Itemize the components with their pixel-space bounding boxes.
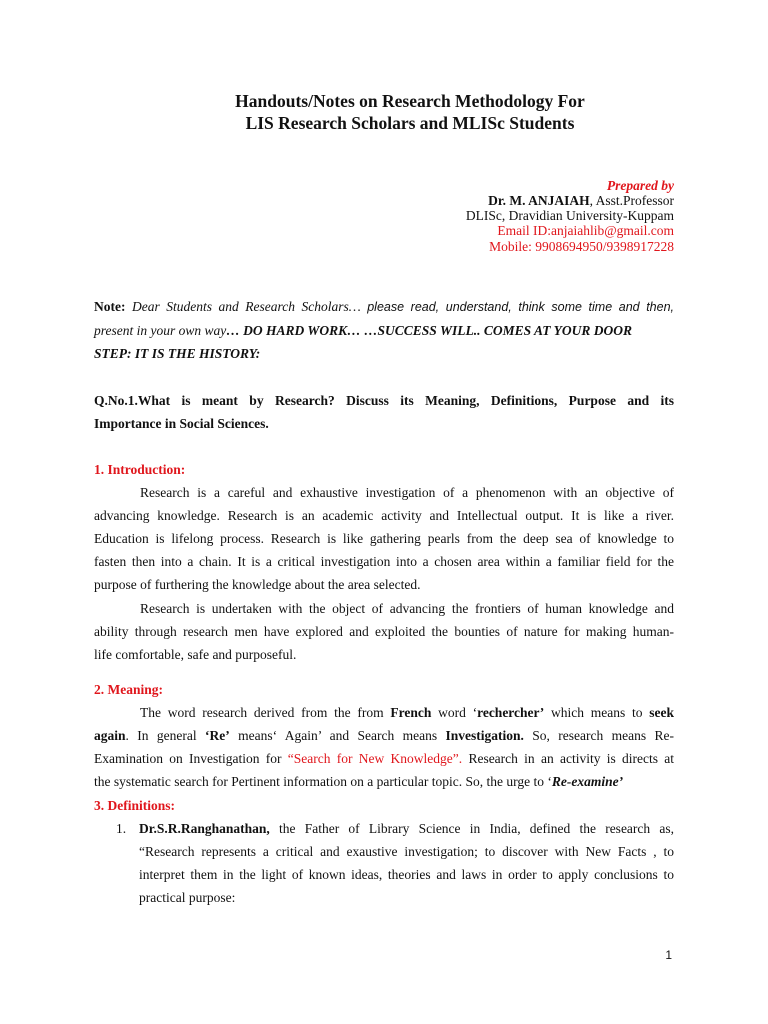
meaning-2a: again bbox=[94, 728, 126, 743]
author-name: Dr. M. ANJAIAH bbox=[488, 193, 590, 208]
document-title-line-2: LIS Research Scholars and MLISc Students bbox=[245, 113, 575, 133]
intro-p1-line-4: fasten then into a chain. It is a critical investigation into a chosen area within a familiar field for the bbox=[94, 554, 674, 569]
meaning-1e: which means to bbox=[544, 705, 650, 720]
meaning-2b: . In general bbox=[125, 728, 206, 743]
definitions-heading: 3. Definitions: bbox=[94, 798, 175, 813]
meaning-1a: The word research derived from the from bbox=[140, 705, 391, 720]
note-text-4: … DO HARD WORK… …SUCCESS WILL.. COMES AT YOUR DOOR bbox=[226, 323, 632, 338]
meaning-2d: means‘ Again’ and Search means bbox=[229, 728, 446, 743]
intro-p2-line-3: life comfortable, safe and purposeful. bbox=[94, 647, 297, 662]
prepared-by-label: Prepared by bbox=[606, 178, 674, 193]
meaning-heading: 2. Meaning: bbox=[94, 682, 163, 697]
meaning-line-3 bbox=[94, 751, 674, 767]
note-text-3: present in your own way bbox=[94, 323, 227, 338]
intro-p1-line-5: purpose of furthering the knowledge about the area selected. bbox=[94, 577, 421, 592]
meaning-3b: “Search for New Knowledge”. bbox=[287, 751, 463, 766]
meaning-3a: Examination on Investigation for bbox=[94, 751, 288, 766]
intro-p1-line-1: Research is a careful and exhaustive investigation of a phenomenon with an objective of bbox=[140, 485, 674, 500]
author-designation: , Asst.Professor bbox=[589, 193, 674, 208]
note-label: Note: bbox=[94, 299, 126, 314]
note-line-2 bbox=[94, 323, 632, 339]
note-text-1: Dear Students and Research Scholars… bbox=[131, 299, 361, 314]
definition-item-1-number: 1. bbox=[116, 821, 127, 836]
definition-item-1-line-4: practical purpose: bbox=[139, 890, 236, 905]
meaning-line-4 bbox=[94, 774, 623, 790]
note-text-2: please read, understand, think some time and then, bbox=[367, 300, 674, 314]
author-mobile: Mobile: 9908694950/9398917228 bbox=[489, 239, 674, 254]
question-line-1: Q.No.1.What is meant by Research? Discuss its Meaning, Definitions, Purpose and its bbox=[94, 393, 674, 408]
meaning-1b: French bbox=[390, 705, 432, 720]
intro-p2-line-1: Research is undertaken with the object of advancing the frontiers of human knowledge and bbox=[140, 601, 674, 616]
meaning-2f: So, research means Re- bbox=[523, 728, 675, 743]
document-title-line-1: Handouts/Notes on Research Methodology For bbox=[235, 91, 585, 111]
intro-p2-line-2: ability through research men have explored and exploited the bounties of nature for making human- bbox=[94, 624, 674, 639]
meaning-line-1 bbox=[94, 705, 674, 721]
note-line-1 bbox=[94, 299, 674, 315]
author-department: DLISc, Dravidian University-Kuppam bbox=[465, 208, 674, 223]
note-line-3: STEP: IT IS THE HISTORY: bbox=[94, 346, 261, 361]
meaning-4b: Re-examine’ bbox=[551, 774, 624, 789]
meaning-2e: Investigation. bbox=[445, 728, 524, 743]
definition-item-1-line-3: interpret them in the light of known ideas, theories and laws in order to apply conclusions to bbox=[139, 867, 674, 882]
intro-p1-line-3: Education is lifelong process. Research is like gathering pearls from the deep sea of knowledge to bbox=[94, 531, 674, 546]
page-number: 1 bbox=[665, 948, 672, 962]
meaning-1f: seek bbox=[649, 705, 674, 720]
definition-item-1-name: Dr.S.R.Ranghanathan, bbox=[139, 821, 270, 836]
author-email: Email ID:anjaiahlib@gmail.com bbox=[497, 223, 674, 238]
meaning-3c: Research in an activity is directs at bbox=[462, 751, 674, 766]
definition-item-1-line-1 bbox=[139, 821, 674, 837]
meaning-line-2 bbox=[94, 728, 674, 744]
introduction-heading: 1. Introduction: bbox=[94, 462, 186, 477]
meaning-1d: rechercher’ bbox=[477, 705, 545, 720]
question-line-2: Importance in Social Sciences. bbox=[94, 416, 269, 431]
meaning-2c: ‘Re’ bbox=[205, 728, 230, 743]
definition-item-1-text-1: the Father of Library Science in India, defined the research as, bbox=[269, 821, 674, 836]
meaning-4a: the systematic search for Pertinent information on a particular topic. So, the urge to ‘ bbox=[94, 774, 552, 789]
definition-item-1-line-2: “Research represents a critical and exaustive investigation; to discover with New Facts , to bbox=[139, 844, 674, 859]
intro-p1-line-2: advancing knowledge. Research is an academic activity and Intellectual output. It is like a river. bbox=[94, 508, 674, 523]
meaning-1c: word ‘ bbox=[431, 705, 478, 720]
author-name-line bbox=[488, 193, 674, 208]
